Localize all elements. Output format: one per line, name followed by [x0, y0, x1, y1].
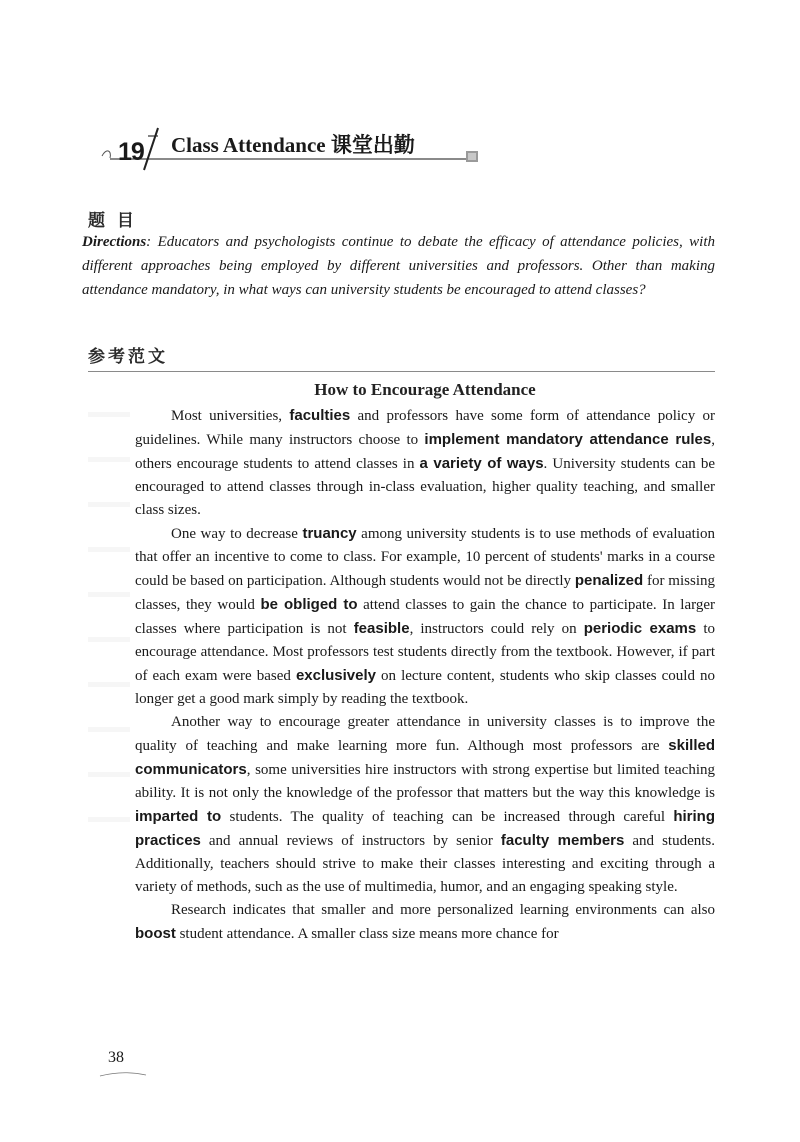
chapter-number: 19 — [118, 138, 144, 166]
key-phrase: faculty members — [500, 832, 625, 849]
essay-paragraph — [135, 522, 715, 711]
essay-paragraph — [135, 711, 715, 899]
text-run: , others encourage students to attend classes in — [135, 432, 715, 472]
key-phrase: faculties — [289, 407, 351, 424]
text-run: students. The quality of teaching can be increased through careful — [221, 809, 674, 825]
text-run: on lecture content, students who skip classes could no longer get a good mark simply by reading the textbook. — [135, 668, 716, 707]
sample-essay-heading: 参考范文 — [88, 347, 168, 367]
key-phrase: exclusively — [295, 667, 376, 684]
directions-label: Directions — [82, 234, 147, 250]
key-phrase: periodic exams — [583, 620, 697, 637]
text-run: , instructors could rely on — [409, 621, 584, 637]
key-phrase: skilled communicators — [135, 737, 715, 778]
key-phrase: hiring practices — [135, 808, 715, 849]
text-run: , some universities hire instructors with strong expertise but limited teaching ability. It is not only the knowledge of the professor that matters but the way this knowledge is — [135, 762, 715, 801]
text-run: . University students can be encouraged to attend classes through in-class evaluation, higher quality teaching, and smaller class sizes. — [135, 456, 716, 518]
page-number: 38 — [108, 1049, 124, 1066]
essay-title: How to Encourage Attendance — [314, 380, 536, 399]
faint-margin-annotations — [88, 398, 130, 838]
text-run: Another way to encourage greater attendance in university classes is to improve the quality of teaching and make learning more fun. Although most professors are — [135, 714, 715, 754]
key-phrase: a variety of ways — [419, 455, 544, 472]
text-run: attend classes to gain the chance to participate. In larger classes where participation is not — [135, 597, 715, 637]
text-run: and professors have some form of attendance policy or guidelines. While many instructors choose to — [135, 408, 715, 448]
text-run: to encourage attendance. Most professors test students directly from the textbook. However, if part of each exam were based — [135, 621, 715, 684]
directions-text — [82, 230, 715, 302]
key-phrase: boost — [135, 925, 176, 942]
text-run: Research indicates that smaller and more personalized learning environments can also — [171, 902, 715, 918]
text-run: and annual reviews of instructors by senior — [200, 833, 501, 849]
key-phrase: be obliged to — [260, 596, 358, 613]
chapter-header — [100, 118, 480, 174]
section-divider — [88, 371, 715, 372]
key-phrase: implement mandatory attendance rules — [424, 431, 712, 448]
essay-paragraph — [135, 899, 715, 946]
key-phrase: truancy — [302, 525, 357, 542]
page-number-flourish — [98, 1068, 148, 1080]
directions-body: : Educators and psychologists continue to debate the efficacy of attendance policies, with different approaches being employed by different universities and professors. Other than making attendance mandatory, in what ways can university students be encouraged to attend classes? — [82, 234, 715, 298]
key-phrase: imparted to — [135, 808, 222, 825]
text-run: Most universities, — [171, 408, 290, 424]
text-run: and students. Additionally, teachers should strive to make their classes interesting and exciting through a variety of methods, such as the use of multimedia, humor, and an engaging speaking style. — [135, 833, 715, 895]
essay-paragraph — [135, 404, 715, 522]
key-phrase: penalized — [574, 572, 644, 589]
text-run: One way to decrease — [171, 526, 303, 542]
chapter-title: Class Attendance 课堂出勤 — [171, 133, 415, 157]
key-phrase: feasible — [353, 620, 410, 637]
prompt-heading: 题 目 — [88, 211, 137, 231]
text-run: student attendance. A smaller class size means more chance for — [175, 926, 559, 942]
essay-body — [135, 404, 715, 946]
text-run: among university students is to use methods of evaluation that offer an incentive to come to class. For example, 10 percent of students' marks in a course could be based on participation. Although students would not be directly — [135, 526, 715, 589]
text-run: for missing classes, they would — [135, 573, 715, 613]
